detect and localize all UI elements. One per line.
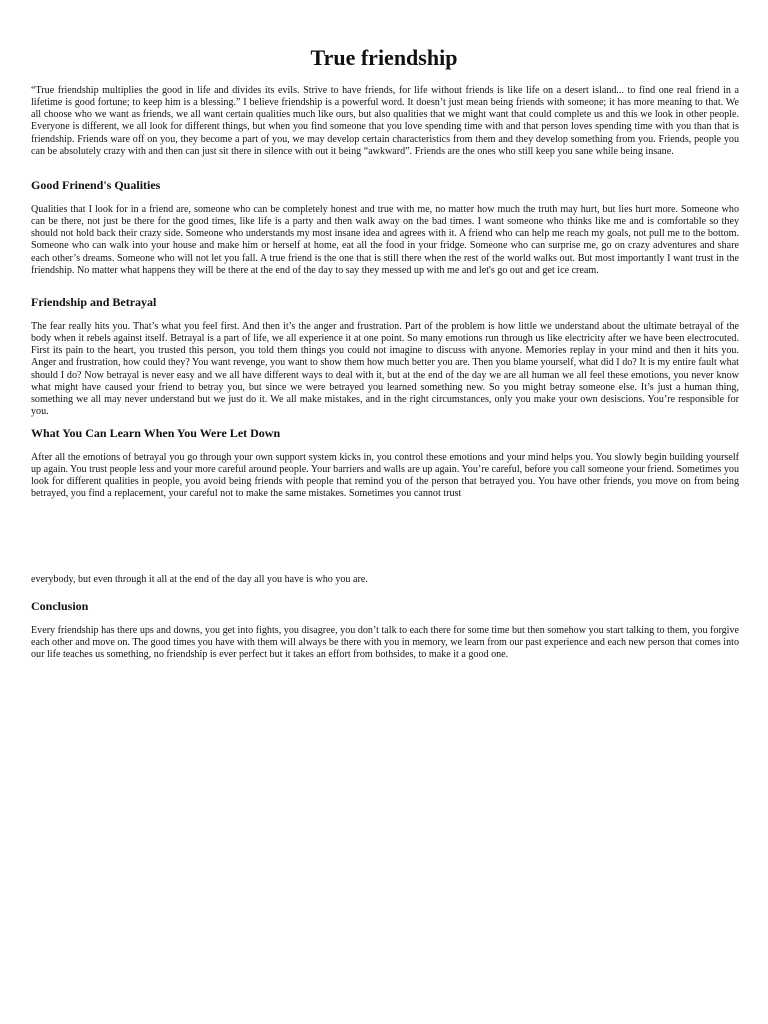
section-paragraph-qualities: Qualities that I look for in a friend are, someone who can be completely honest and true with me, no matter how much the truth may hurt, but lies hurt more. Someone who can be there, not just be there for the good times, like life is a party and then walk away on the bad times. I want someone who thinks like me and is comfortable so they should not hold back their crazy side. Someone who understands my most insane idea and agrees with it. A friend who can help me reach my goals, not pull me to the bottom. Someone who can walk into your house and make him or herself at home, eat all the food in your fridge. Someone who can surprise me, go on crazy adventures and share each other’s dreams. Someone who will not let you fall. A true friend is the one that is still there when the rest of the world walks out. But most importantly I want trust in the friendship. No matter what happens they will be there at the end of the day to say they messed up with me and let's go out and get ice cream.: [31, 204, 739, 276]
section-heading-let-down: What You Can Learn When You Were Let Down: [31, 426, 281, 440]
section-paragraph-let-down-continuation: everybody, but even through it all at the end of the day all you have is who you are.: [31, 574, 368, 585]
section-paragraph-betrayal: The fear really hits you. That’s what you feel first. And then it’s the anger and frustration. Part of the problem is how little we understand about the ultimate betrayal of the body when it rebels against itself. Betrayal is a part of life, we all experience it at one point. So many emotions run through us like electricity after we have been electrocuted. First its pain to the heart, you trusted this person, you told them things you could not imagine to discuss with anyone. Memories replay in your mind and then it hits you. Anger and frustration, how could they? You want revenge, you want to show them how much better you are. Then you blame yourself, what did I do? It is my entire fault what should I do? Now betrayal is never easy and we all have different ways to deal with it, but at the end of the day we are all human we all feel these emotions, you never know what might have caused your friend to betray you, but since we were betrayed you learned something new. So you might betray someone else. It’s just a human thing, something we all may never understand but we just do it. We all make mistakes, and in the right circumstances, only you make your own desiscions. You’re responsible for you.: [31, 321, 739, 418]
intro-paragraph: “True friendship multiplies the good in life and divides its evils. Strive to have friends, for life without friends is like life on a desert island... to find one real friend in a lifetime is good fortune; to keep him is a blessing.” I believe friendship is a powerful word. It doesn’t just mean being friends with someone; it has more meaning to that. We all choose who we want as friends, we all want certain qualities much like ours, but also qualities that we might want that could complete us and this we look in other people. Everyone is different, we all look for different things, but when you find someone that you love spending time with and that person loves spending time with you than that is friendship. Friends ware off on you, they become a part of you, we may develop certain characteristics from them and they develop something from you. Friends, people you can be absolutely crazy with and then can just sit there in silence with out it being “awkward”. Friends are the ones who still keep you sane while being insane.: [31, 85, 739, 157]
section-paragraph-let-down: After all the emotions of betrayal you go through your own support system kicks in, you control these emotions and your mind helps you. You slowly begin building yourself up again. You trust people less and your more careful around people. Your barriers and walls are up again. You’re careful, before you call someone your friend. Sometimes you look for different qualities in people, you avoid being friends with people that remind you of the person that betrayed you. You have other friends, you move on from being betrayed, you find a replacement, your careful not to make the same mistakes. Sometimes you cannot trust: [31, 452, 739, 500]
section-heading-betrayal: Friendship and Betrayal: [31, 295, 157, 309]
section-paragraph-conclusion: Every friendship has there ups and downs, you get into fights, you disagree, you don’t talk to each there for some time but then somehow you start talking to them, you forgive each other and move on. The good times you have with them will always be there with you in memory, we learn from our past experience and each new person that comes into our life teaches us something, no friendship is ever perfect but it takes an effort from bothsides, to make it a good one.: [31, 625, 739, 661]
section-heading-conclusion: Conclusion: [31, 599, 89, 613]
page-title: True friendship: [310, 45, 458, 70]
section-heading-qualities: Good Frinend's Qualities: [31, 178, 161, 192]
